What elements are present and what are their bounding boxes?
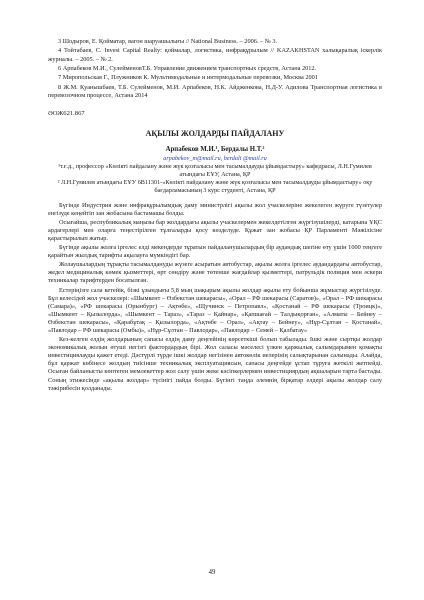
page-number: 49 bbox=[208, 569, 216, 576]
reference-item: 8 Ж.М. Қуанышбаев, Т.Б. Сулейменов, М.И. Арпабеков, Н.К. Айдженкова, Н.Д-У. Адилова Транспортная логистика в перевозочном процессе, Астана 2014 bbox=[48, 83, 382, 99]
reference-item: 6 Арпабеков М.И., СулейменовТ.Б. Управление движением транспортных средств, Астана 2012. bbox=[58, 64, 317, 72]
author-emails[interactable]: arpabekov_m@mail.ru, berdali @mail.ru bbox=[163, 154, 267, 162]
body-paragraph: Бүгінде Индустрия және инфрақұрылымдық даму министрлігі ақылы жол учаскелеріне жекелеген жүруге түзетулер енгізуде кеңейтіп зан жобасына бастамашы болды. bbox=[48, 201, 382, 217]
authors: Арпабеков М.И.¹, Бердалы Н.Т.² bbox=[165, 146, 265, 154]
reference-item: 7 Миропольская Г., Плужников К. Мультимодальные и интермодальные перевозки, Москва 2001 bbox=[58, 74, 318, 82]
reference-item: 4 Тойтабаев, С. Invest Capital Realty: қоймалар, логистика, инфрақұрылым // KAZAKHSTAN халықаралық іскерлік журналы. – 2005. – № 2. bbox=[48, 47, 382, 63]
article-title: АҚЫЛЫ ЖОЛДАРДЫ ПАЙДАЛАНУ bbox=[145, 129, 285, 139]
reference-item: 3 Шодыров, Е. Қойматар, вагон шаруашылығы // National Business. – 2006. – № 3. bbox=[58, 38, 278, 45]
udc-code: ӘОЖ621.867 bbox=[48, 110, 85, 118]
body-paragraph: Жолаушылардың тұрақты тасымалдануды жүзеге асыратын автобустар, ақылы жолға іргелес аудандардағы автобустар, жедел медициналық көмек қызметтері, өрт сөндіру және төтенше жағдайлар қызметтері, патрульдік полиция мен әскери техникалар тарифтерден босатылған. bbox=[48, 261, 382, 285]
body-paragraph: Естеріңізге сала кетейік, бізкі ұзындығы 5,8 мың шақырым ақылы жолдар ақылы ету бойынша жұмыстар жүргізілуде. Бұл келесідей жол учаскелері: «Шымкент – Өзбекстан шекарасы», «Орал – РФ шекарасы (Саратов)», «Орал – РФ шекарасы (Самара)», «РФ шекарасы (Орынбург) – Ақтөбе», «Щучинск – Петропавл», «Қостанай – РФ шекарасы (Троицк)», «Шымкент – Қызылорда», «Шымкент – Тараз», «Тараз – Қайнар», «Қапшағай – Талдықорған», «Алматы – Бейнеу – Өзбекстан шекарасы», «Қарабұтақ – Қызылорда», «Ақтөбе – Орал», «Ақтау – Бейнеу», «Нұр-Сұлтан – Қостанай», «Павлодар – РФ шекарасы (Омбы)», «Нұр-Сұлтан – Павлодар», «Павлодар – Семей – Қалбатау» bbox=[48, 286, 382, 334]
affiliation-1: ¹т.ғ.д., профессор «Көлікті пайдалану және жүк қозғалысы мен тасымалдауды ұйымдастыру» кафедрасы, Л.Н.Гумилев атындағы ЕҰУ, Астана, ҚР bbox=[58, 162, 372, 178]
affiliation-2: ² Л.Н.Гумилев атындағы ЕҰУ 6В11301-«Көлікті пайдалану және жүк қозғалысы мен тасымалдауды ұйымдастыру» оқу бағдарламасының 3 курс студенті, Астана, ҚР bbox=[57, 178, 373, 194]
body-paragraph: Бүгінде ақылы жолға іргелес елді мекендерде тұратын пайдаланушылардың бір аудандық шегіне өту үшін 1000 теңгеге қарайтын жылдық тарифты ақылауға мүмкіндігі бар. bbox=[48, 244, 382, 260]
body-paragraph: Кез-келген елдің жолдарының сапасы елдің даму деңгейінің көрсеткіші болып табылады. Ішкі және сыртқы жолдар экономикалық жолын өтуші негізгі фактордардың бірі. Жол саласы мәселесі үлкен қаржылық салымдарымен қомақты инвестициялауды қажет етеді. Дәстүрлі түрде ішкі жолдар негізінен автокөлік иелерінің салықтарынан салынады. Алайда, бұл қаржат көбінесе жолдың тиісінше техникалық эксплуатациясын, сапасы деңгейде ұстап тұруға жеткілі жетпейді. Осыған байланысты көптеген мемлекеттер жол салу үшін жеке кәсіпкерлермен инвестициярдың ақшаларын тарта бастады. Соның этижесінде «ақылы жолдар» түсінігі пайда болды. Бүгінгі таңда әлемнің бірқатар елдері ақылы жолдар салу тәжірибесін қолданады. bbox=[48, 336, 382, 392]
body-paragraph: Осығайша, республикалық маңызы бар жолдардағы ақылы учаскелермен жекелдетілген жүргізушілерді, катарына ҰҚС ардагерлері мен оларға теңестірілген тұлғаларды қосу көзделуде. Құжат зан жобасы ҚР Парламенті Мәжілісіне қарастырылып жатыр. bbox=[48, 218, 382, 242]
reference-list bbox=[48, 38, 382, 100]
article-body bbox=[48, 202, 382, 393]
